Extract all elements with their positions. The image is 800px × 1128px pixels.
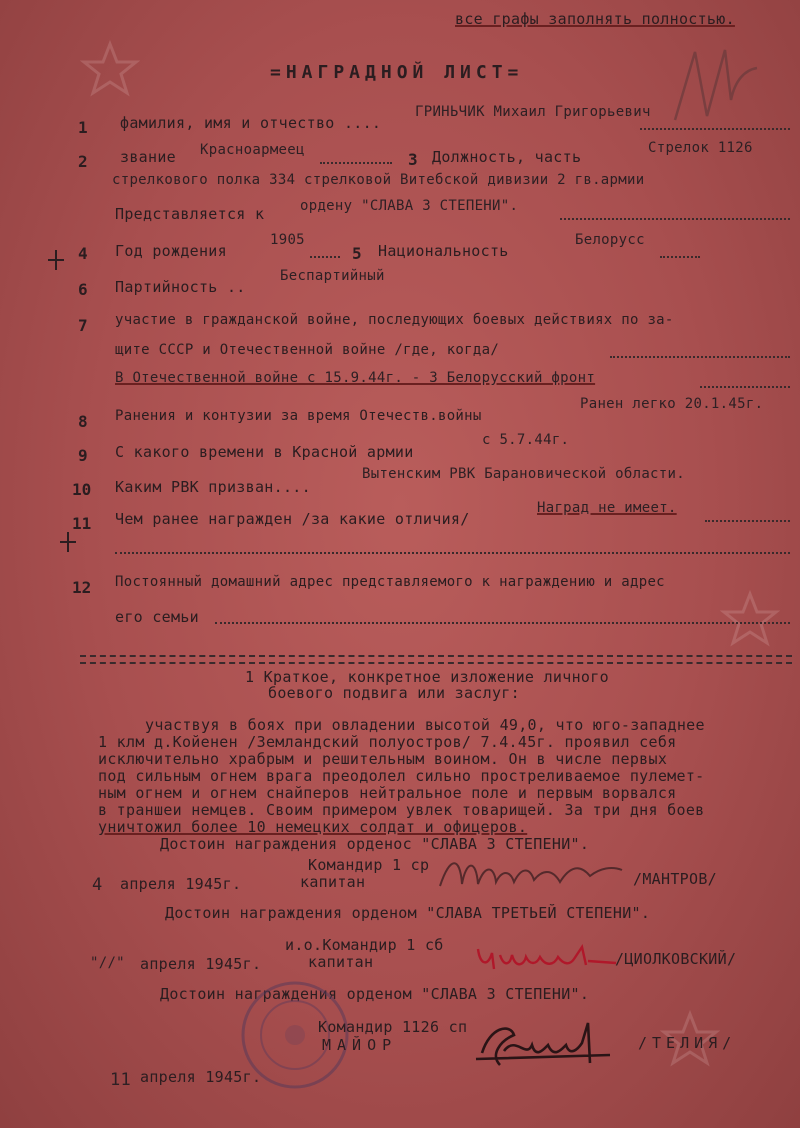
field-value-presented: ордену "СЛАВА 3 СТЕПЕНИ". — [300, 198, 519, 214]
field-number: 3 — [408, 150, 418, 169]
feat-line: уничтожил более 10 немецких солдат и офицеров. — [98, 818, 528, 836]
field-label-nationality: Национальность — [378, 242, 509, 260]
field-number: 9 — [78, 446, 88, 465]
field-label-war-participation: участие в гражданской войне, последующих боевых действиях по за- — [115, 312, 674, 328]
field-label-name: фамилия, имя и отчество .... — [120, 114, 382, 132]
signature-tsiolkovsky — [470, 935, 620, 980]
field-label-war-participation-cont: щите СССР и Отечественной войне /где, когда/ — [115, 342, 500, 358]
date-day: 4 — [92, 875, 103, 895]
field-number: 2 — [78, 152, 88, 171]
signer-verdict: Достоин награждения орденом "СЛАВА ТРЕТЬЕЙ СТЕПЕНИ". — [165, 904, 651, 922]
signature-date: апреля 1945г. — [140, 955, 262, 973]
field-value-party: Беспартийный — [280, 268, 385, 284]
signer-rank: капитан — [308, 953, 374, 971]
signer-role: Командир 1 ср — [308, 856, 430, 874]
signer-name: /ЦИОЛКОВСКИЙ/ — [615, 950, 737, 968]
field-value-war-participation: В Отечественной войне с 15.9.44г. - 3 Белорусский фронт — [115, 370, 596, 386]
feat-line: в траншеи немцев. Своим примером увлек товарищей. За три дня боев — [98, 801, 705, 819]
field-number: 10 — [72, 480, 92, 499]
field-number: 11 — [72, 514, 92, 533]
fill-line — [115, 552, 790, 554]
signer-rank: МАЙОР — [322, 1036, 398, 1054]
field-value-wounds: Ранен легко 20.1.45г. — [580, 396, 764, 412]
watermark-star-icon — [80, 40, 140, 100]
field-value-army-since: с 5.7.44г. — [482, 432, 570, 448]
field-label-birth-year: Год рождения — [115, 242, 227, 260]
field-label-home-address: Постоянный домашний адрес представляемого к награждению и адрес — [115, 574, 665, 590]
fill-line — [610, 356, 790, 358]
feat-line: исключительно храбрым и решительным воином. Он в числе первых — [98, 750, 668, 768]
field-value-rank: Красноармеец — [200, 142, 305, 158]
feat-line: 1 клм д.Койенен /Земландский полуостров/ 7.4.45г. проявил себя — [98, 733, 677, 751]
section-divider — [80, 662, 792, 664]
field-value-birth-year: 1905 — [270, 232, 305, 248]
field-number: 7 — [78, 316, 88, 335]
signer-name: /ТЕЛИЯ/ — [638, 1034, 737, 1052]
fill-line — [320, 162, 392, 164]
fill-line — [700, 386, 790, 388]
fill-line — [660, 256, 700, 258]
signer-rank: капитан — [300, 873, 366, 891]
field-number: 8 — [78, 412, 88, 431]
field-label-prior-awards: Чем ранее награжден /за какие отличия/ — [115, 510, 470, 528]
fill-line — [560, 218, 790, 220]
fill-line — [310, 256, 340, 258]
field-number: 5 — [352, 244, 362, 263]
field-label-draft-office: Каким РВК призван.... — [115, 478, 311, 496]
signature-teliya — [470, 1015, 620, 1075]
field-label-position: Должность, часть — [432, 148, 582, 166]
field-label-party: Партийность .. — [115, 278, 246, 296]
section-divider — [80, 655, 792, 657]
feat-conclusion: Достоин награждения орденос "СЛАВА 3 СТЕПЕНИ". — [160, 835, 590, 853]
date-day: "//" — [90, 955, 125, 971]
field-value-position-cont: стрелкового полка 334 стрелковой Витебской дивизии 2 гв.армии — [112, 172, 645, 188]
field-label-wounds: Ранения и контузии за время Отечеств.войны — [115, 408, 482, 424]
field-value-draft-office: Вытенским РВК Барановической области. — [362, 466, 685, 482]
resolution-scribble — [665, 40, 765, 135]
feat-heading-cont: боевого подвига или заслуг: — [268, 684, 520, 702]
header-note: все графы заполнять полностью. — [455, 10, 735, 28]
feat-heading: 1 Краткое, конкретное изложение личного — [245, 668, 609, 686]
signer-verdict: Достоин награждения орденом "СЛАВА 3 СТЕПЕНИ". — [160, 985, 590, 1003]
fill-line — [215, 622, 790, 624]
field-value-name: ГРИНЬЧИК Михаил Григорьевич — [415, 104, 651, 120]
watermark-star-icon — [720, 590, 780, 650]
field-number: 12 — [72, 578, 92, 597]
signature-date: апреля 1945г. — [120, 875, 242, 893]
field-value-prior-awards: Наград не имеет. — [537, 500, 677, 516]
signer-name: /МАНТРОВ/ — [633, 870, 717, 888]
field-label-rank: звание — [120, 148, 176, 166]
field-number: 4 — [78, 244, 88, 263]
date-day: 11 — [110, 1070, 132, 1090]
field-value-position: Стрелок 1126 — [648, 140, 753, 156]
feat-line: под сильным огнем врага преодолел сильно простреливаемое пулемет- — [98, 767, 705, 785]
field-number: 6 — [78, 280, 88, 299]
signature-mantrov — [430, 846, 630, 896]
fill-line — [705, 520, 790, 522]
field-label-home-address-cont: его семьи — [115, 608, 199, 626]
field-number: 1 — [78, 118, 88, 137]
field-label-presented: Представляется к — [115, 205, 265, 223]
signature-date: апреля 1945г. — [140, 1068, 262, 1086]
field-value-nationality: Белорусс — [575, 232, 645, 248]
signer-role: и.о.Командир 1 сб — [285, 936, 444, 954]
feat-line: ным огнем и огнем снайперов нейтральное поле и первым ворвался — [98, 784, 677, 802]
signer-role: Командир 1126 сп — [318, 1018, 468, 1036]
page-title: =НАГРАДНОЙ ЛИСТ= — [270, 62, 524, 83]
margin-mark-icon — [56, 530, 80, 554]
margin-mark-icon — [44, 248, 68, 272]
field-label-army-since: С какого времени в Красной армии — [115, 443, 414, 461]
feat-line: участвуя в боях при овладении высотой 49,0, что юго-западнее — [145, 716, 705, 734]
